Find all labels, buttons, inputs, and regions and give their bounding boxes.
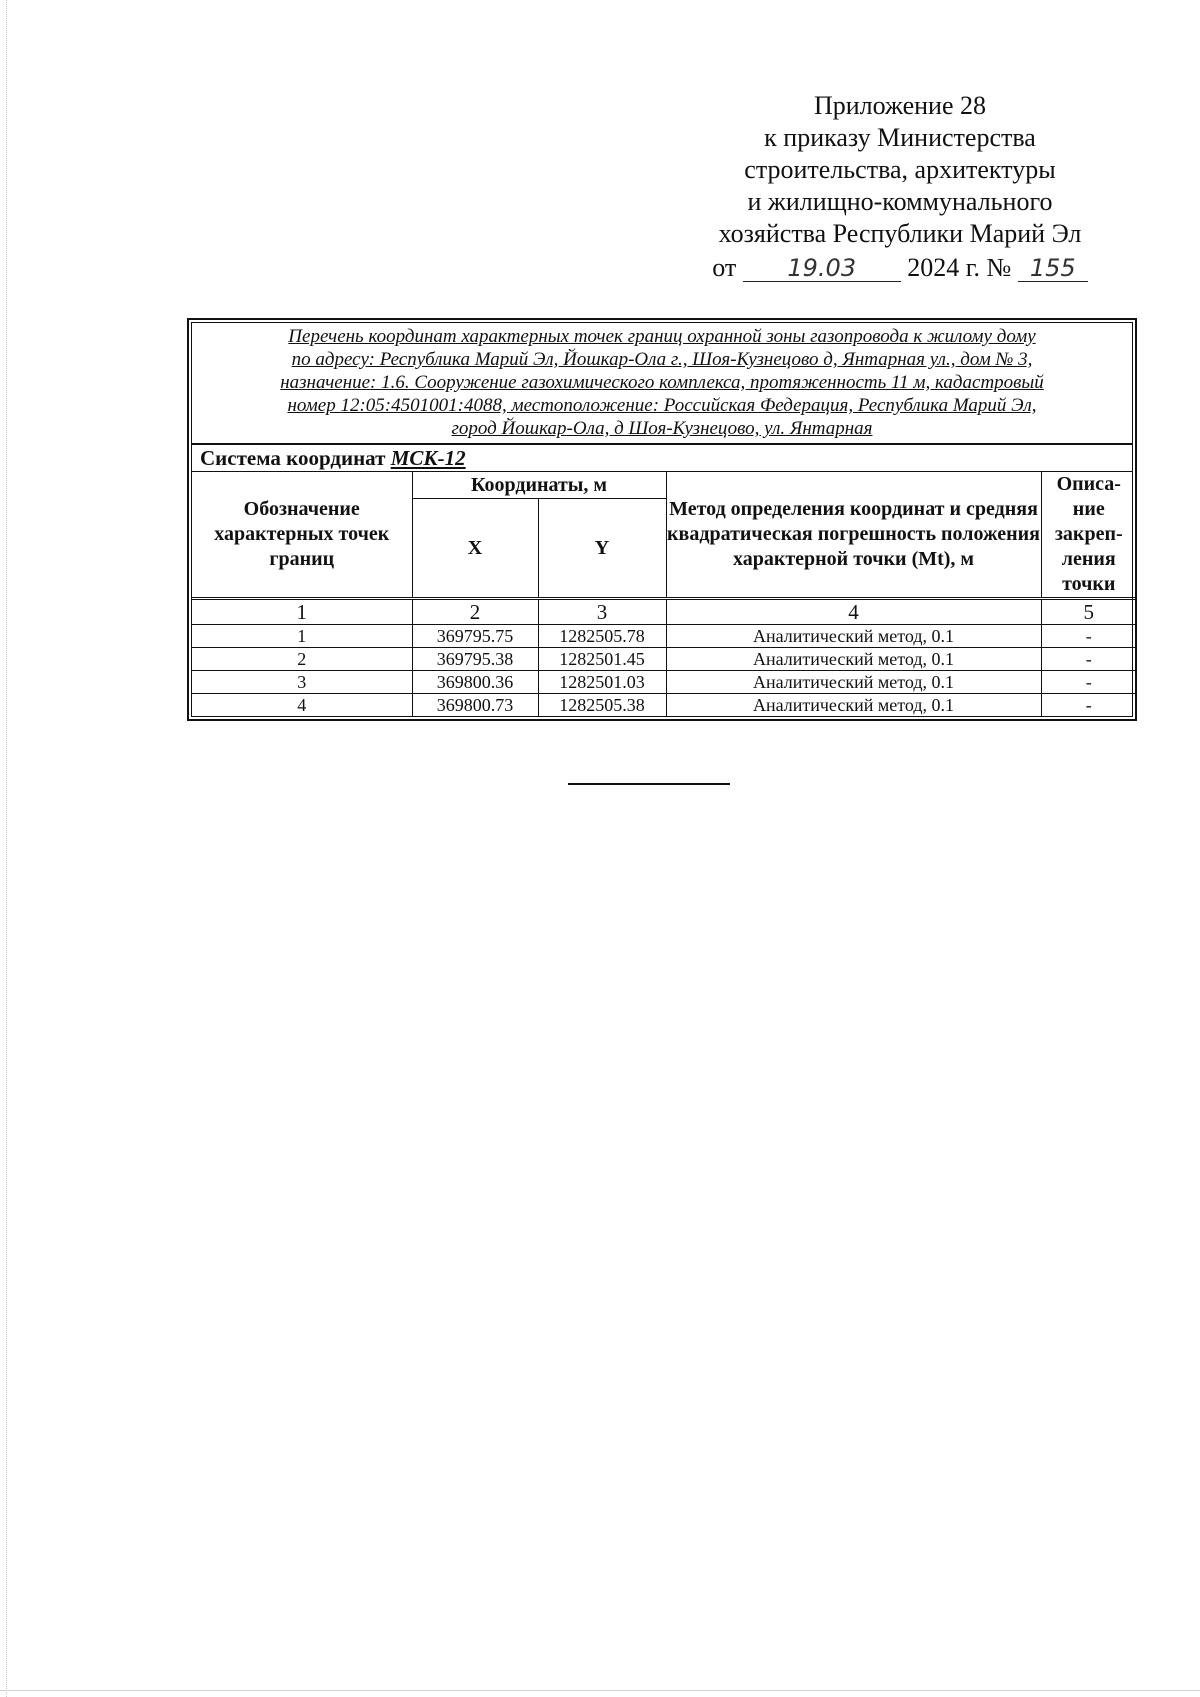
cell-x: 369795.38 — [412, 648, 538, 671]
column-number: 3 — [538, 599, 666, 625]
header-description-line-4: ления — [1061, 548, 1116, 570]
header-method: Метод определения координат и средняя квадратическая погрешность положения характерной точки (Mt), м — [666, 472, 1041, 599]
coordinates-table — [187, 318, 1137, 721]
cell-point: 3 — [192, 671, 412, 694]
caption-line-4: номер 12:05:4501001:4088, местоположение: Российская Федерация, Республика Марий Эл, — [287, 395, 1037, 416]
order-line-2: строительства, архитектуры — [744, 155, 1056, 184]
header-description-line-2: ние — [1072, 498, 1105, 520]
caption-line-2: по адресу: Республика Марий Эл, Йошкар-Ола г., Шоя-Кузнецово д, Янтарная ул., дом № 3, — [291, 349, 1033, 370]
year-number-label: 2024 г. № — [907, 253, 1012, 282]
header-x: X — [412, 499, 538, 599]
header-y: Y — [538, 499, 666, 599]
cell-description: - — [1041, 648, 1136, 671]
column-number: 5 — [1041, 599, 1136, 625]
handwritten-date: 19.03 — [743, 255, 901, 282]
appendix-title: Приложение 28 — [813, 91, 987, 120]
caption-line-3: назначение: 1.6. Сооружение газохимического комплекса, протяженность 11 м, кадастровый — [280, 372, 1044, 393]
cell-x: 369800.36 — [412, 671, 538, 694]
coordinate-system-label: Система координат — [200, 446, 386, 470]
column-number-row — [192, 599, 1136, 625]
header-description — [1041, 472, 1136, 599]
coordinates-table-inner — [191, 322, 1133, 717]
cell-description: - — [1041, 625, 1136, 648]
header-description-line-3: закреп- — [1054, 523, 1123, 545]
cell-y: 1282501.45 — [538, 648, 666, 671]
date-prefix: от — [712, 253, 737, 282]
coordinate-system-row — [192, 445, 1132, 472]
caption-line-5: город Йошкар-Ола, д Шоя-Кузнецово, ул. Янтарная — [451, 418, 873, 439]
cell-method: Аналитический метод, 0.1 — [666, 694, 1041, 717]
header-coordinates: Координаты, м — [412, 472, 666, 499]
scan-edge-bottom — [0, 1690, 1200, 1691]
column-number: 4 — [666, 599, 1041, 625]
table-row — [192, 648, 1136, 671]
cell-y: 1282505.38 — [538, 694, 666, 717]
caption-line-1: Перечень координат характерных точек границ охранной зоны газопровода к жилому дому — [288, 326, 1036, 347]
table-row — [192, 694, 1136, 717]
header-description-line-5: точки — [1062, 573, 1116, 595]
order-line-3: и жилищно-коммунального — [747, 187, 1053, 216]
cell-point: 4 — [192, 694, 412, 717]
table-row — [192, 671, 1136, 694]
cell-point: 1 — [192, 625, 412, 648]
scan-edge-left — [6, 0, 7, 1697]
cell-description: - — [1041, 671, 1136, 694]
cell-point: 2 — [192, 648, 412, 671]
order-date-line — [690, 252, 1110, 284]
cell-method: Аналитический метод, 0.1 — [666, 625, 1041, 648]
order-line-4: хозяйства Республики Марий Эл — [718, 219, 1082, 248]
order-line-1: к приказу Министерства — [764, 123, 1036, 152]
appendix-header — [690, 90, 1110, 284]
coordinates-grid — [192, 472, 1136, 716]
column-number: 2 — [412, 599, 538, 625]
end-of-document-rule — [568, 783, 730, 785]
handwritten-order-number: 155 — [1018, 255, 1088, 282]
coordinate-system-name: МСК-12 — [390, 446, 466, 470]
table-caption — [192, 323, 1132, 445]
cell-x: 369800.73 — [412, 694, 538, 717]
header-description-line-1: Описа- — [1056, 473, 1121, 495]
cell-x: 369795.75 — [412, 625, 538, 648]
cell-method: Аналитический метод, 0.1 — [666, 671, 1041, 694]
column-number: 1 — [192, 599, 412, 625]
cell-description: - — [1041, 694, 1136, 717]
table-row — [192, 625, 1136, 648]
cell-method: Аналитический метод, 0.1 — [666, 648, 1041, 671]
header-point: Обозначение характерных точек границ — [192, 472, 412, 599]
cell-y: 1282505.78 — [538, 625, 666, 648]
cell-y: 1282501.03 — [538, 671, 666, 694]
